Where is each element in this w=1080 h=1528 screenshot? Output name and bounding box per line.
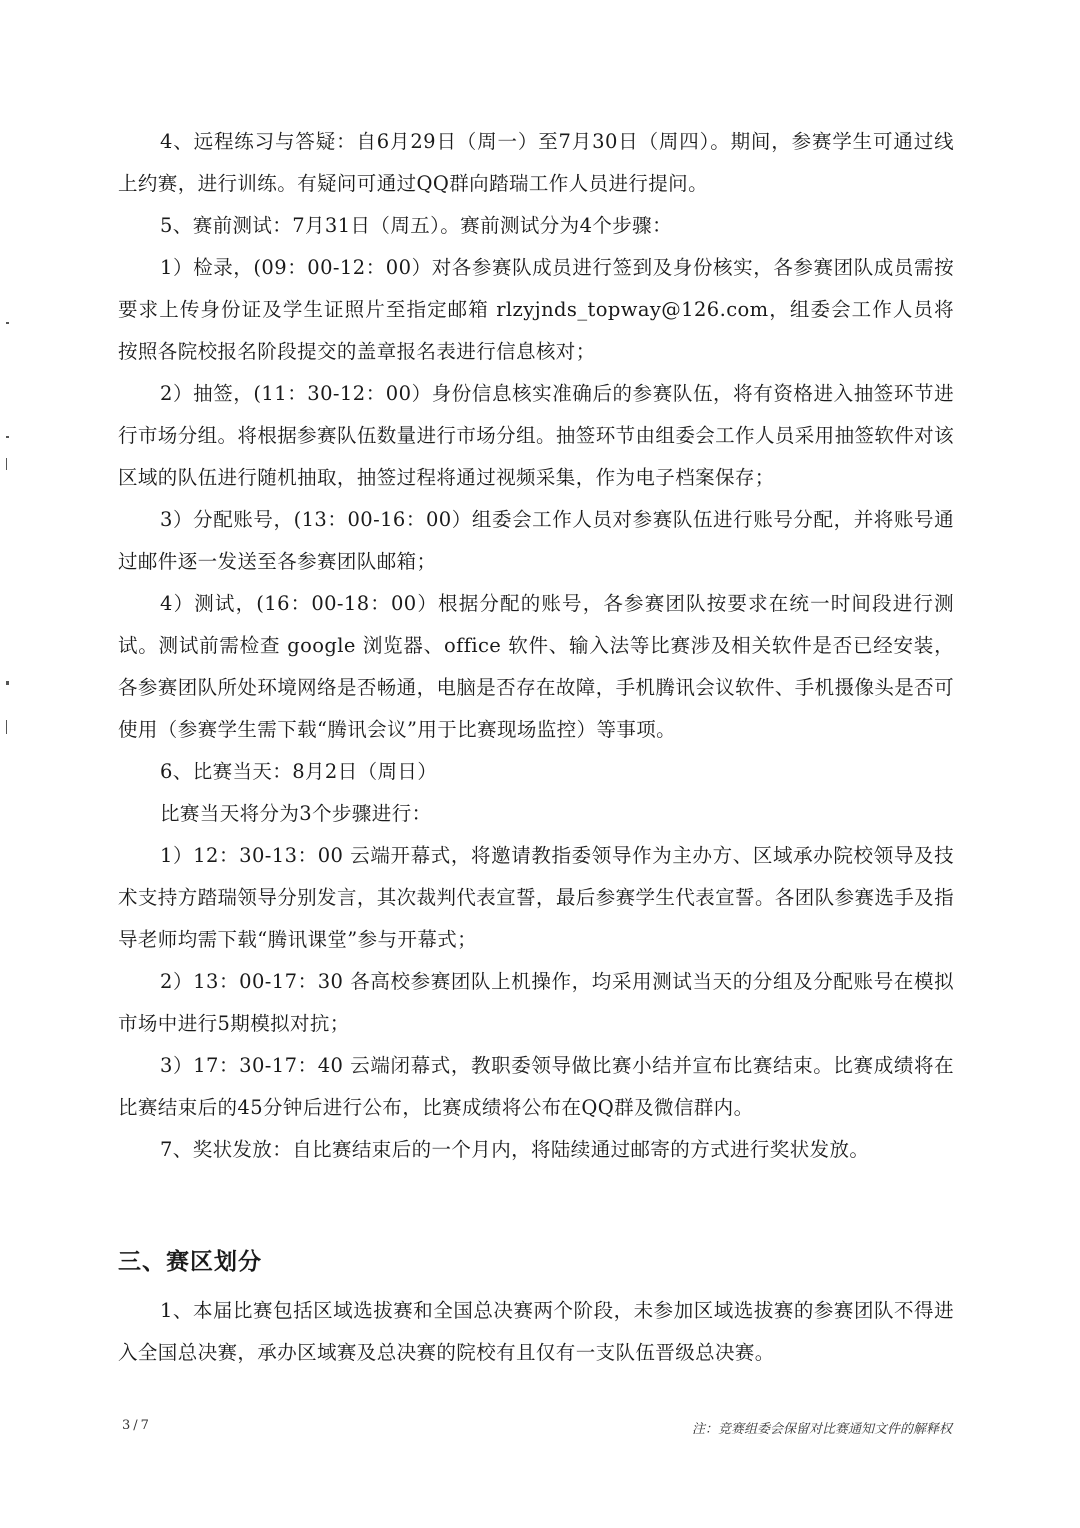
paragraph-award: 7、奖状发放：自比赛结束后的一个月内，将陆续通过邮寄的方式进行奖状发放。 — [160, 1138, 870, 1161]
paragraph-three-steps: 比赛当天将分为3个步骤进行： — [160, 802, 432, 825]
paragraph-regions: 1、本届比赛包括区域选拔赛和全国总决赛两个阶段，未参加区域选拔赛的参赛团队不得进入全国总决赛，承办区域赛及总决赛的院校有且仅有一支队伍晋级总决赛。 — [118, 1299, 954, 1364]
footer-note: 注：竞赛组委会保留对比赛通知文件的解释权 — [691, 1422, 952, 1437]
scan-mark — [6, 322, 9, 324]
scan-mark — [6, 436, 9, 438]
paragraph-account-assign: 3）分配账号，(13：00-16：00）组委会工作人员对参赛队伍进行账号分配，并将账号通过邮件逐一发送至各参赛团队邮箱； — [118, 508, 954, 573]
paragraph-remote-practice: 4、远程练习与答疑：自6月29日（周一）至7月30日（周四）。期间，参赛学生可通过线上约赛，进行训练。有疑问可通过QQ群向踏瑞工作人员进行提问。 — [118, 130, 954, 195]
scan-mark — [6, 458, 7, 470]
paragraph-pre-test: 5、赛前测试：7月31日（周五）。赛前测试分为4个步骤： — [160, 214, 672, 237]
paragraph-competition-day: 6、比赛当天：8月2日（周日） — [160, 760, 438, 783]
paragraph-draw: 2）抽签，(11：30-12：00）身份信息核实准确后的参赛队伍，将有资格进入抽签环节进行市场分组。将根据参赛队伍数量进行市场分组。抽签环节由组委会工作人员采用抽签软件对该区域的队伍进行随机抽取，抽签过程将通过视频采集，作为电子档案保存； — [118, 382, 954, 489]
paragraph-closing-ceremony: 3）17：30-17：40 云端闭幕式，教职委领导做比赛小结并宣布比赛结束。比赛成绩将在比赛结束后的45分钟后进行公布，比赛成绩将公布在QQ群及微信群内。 — [118, 1054, 954, 1119]
paragraph-testing: 4）测试，(16：00-18：00）根据分配的账号，各参赛团队按要求在统一时间段进行测试。测试前需检查 google 浏览器、office 软件、输入法等比赛涉及相关软件是否已经安装，各参赛团队所处环境网络是否畅通，电脑是否存在故障，手机腾讯会议软件、手机摄像头是否可使用（参赛学生需下载“腾讯会议”用于比赛现场监控）等事项。 — [118, 592, 954, 741]
scan-mark — [6, 720, 7, 734]
page-number: 3/7 — [122, 1418, 152, 1433]
paragraph-checkin: 1）检录，(09：00-12：00）对各参赛队成员进行签到及身份核实，各参赛团队成员需按要求上传身份证及学生证照片至指定邮箱 rlzyjnds_topway@126.com，组委会工作人员将按照各院校报名阶段提交的盖章报名表进行信息核对； — [118, 256, 954, 363]
paragraph-opening-ceremony: 1）12：30-13：00 云端开幕式，将邀请教指委领导作为主办方、区域承办院校领导及技术支持方踏瑞领导分别发言，其次裁判代表宣誓，最后参赛学生代表宣誓。各团队参赛选手及指导老师均需下载“腾讯课堂”参与开幕式； — [118, 844, 954, 951]
paragraph-operation: 2）13：00-17：30 各高校参赛团队上机操作，均采用测试当天的分组及分配账号在模拟市场中进行5期模拟对抗； — [118, 970, 954, 1035]
scan-mark — [6, 681, 9, 685]
section-heading: 三、赛区划分 — [118, 1249, 262, 1275]
